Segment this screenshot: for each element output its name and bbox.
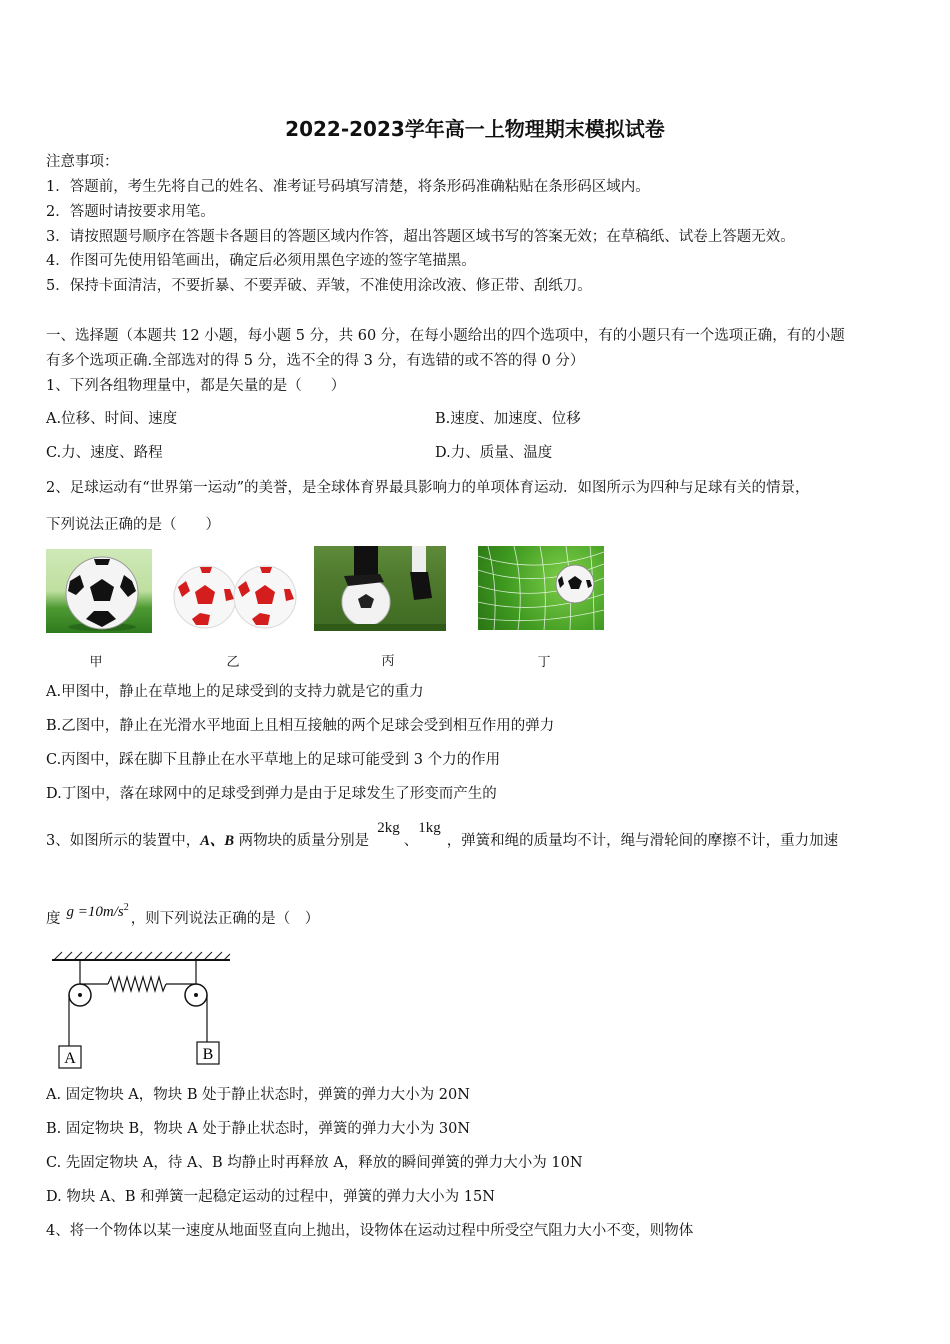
pulley-spring-diagram <box>50 950 234 1072</box>
question-2-stem: 下列说法正确的是（ ） <box>46 517 220 533</box>
q3-gravity-prefix: 度 <box>46 911 61 927</box>
question-4-stem: 4、将一个物体以某一速度从地面竖直向上抛出，设物体在运动过程中所受空气阻力大小不变，则物体 <box>46 1223 694 1239</box>
notice-item: 1．答题前，考生先将自己的姓名、准考证号码填写清楚，将条形码准确粘贴在条形码区域内。 <box>46 179 650 195</box>
q3-gravity-expression <box>67 904 129 920</box>
q3-stem-text: 两物块的质量分别是 <box>234 833 370 849</box>
question-3-stem <box>46 820 839 852</box>
q1-option-b: B.速度、加速度、位移 <box>435 411 581 427</box>
exam-title: 2022-2023学年高一上物理期末模拟试卷 <box>285 117 665 141</box>
block-b-label: B <box>202 1046 214 1063</box>
photo-jia-soccer-ball-on-grass <box>46 549 152 633</box>
q1-option-d: D.力、质量、温度 <box>435 445 553 461</box>
notice-item: 2．答题时请按要求用笔。 <box>46 204 215 220</box>
q3-option-d: D. 物块 A、B 和弹簧一起稳定运动的过程中，弹簧的弹力大小为 15N <box>46 1189 495 1205</box>
notice-item: 3．请按照题号顺序在答题卡各题目的答题区域内作答，超出答题区域书写的答案无效；在草稿纸、试卷上答题无效。 <box>46 229 795 245</box>
q3-option-c: C. 先固定物块 A，待 A、B 均静止时再释放 A，释放的瞬间弹簧的弹力大小为 10N <box>46 1155 583 1171</box>
section-instructions: 有多个选项正确.全部选对的得 5 分，选不全的得 3 分，有选错的或不答的得 0 分） <box>46 353 585 369</box>
notice-item: 4．作图可先使用铅笔画出，确定后必须用黑色字迹的签字笔描黑。 <box>46 253 476 269</box>
photo-yi-two-soccer-balls <box>172 563 298 631</box>
q2-option-c: C.丙图中，踩在脚下且静止在水平草地上的足球可能受到 3 个力的作用 <box>46 752 501 768</box>
q3-mass-b: 1kg <box>418 820 441 836</box>
spring <box>108 977 166 991</box>
question-3-gravity-line <box>46 904 319 930</box>
q3-option-a: A. 固定物块 A，物块 B 处于静止状态时，弹簧的弹力大小为 20N <box>46 1087 470 1103</box>
q3-gravity-value: g =10m/s <box>66 904 124 920</box>
question-2-stem: 2、足球运动有“世界第一运动”的美誉，是全球体育界最具影响力的单项体育运动．如图所示为四种与足球有关的情景， <box>46 480 810 496</box>
section-instructions: 一、选择题（本题共 12 小题，每小题 5 分，共 60 分，在每小题给出的四个选项中，有的小题只有一个选项正确，有的小题 <box>46 328 845 344</box>
q3-stem-text: 3、如图所示的装置中， <box>46 833 201 849</box>
notice-heading: 注意事项： <box>46 154 119 170</box>
ceiling-hatching <box>54 952 230 960</box>
q2-option-d: D.丁图中，落在球网中的足球受到弹力是由于足球发生了形变而产生的 <box>46 786 497 802</box>
q3-option-b: B. 固定物块 B，物块 A 处于静止状态时，弹簧的弹力大小为 30N <box>46 1121 471 1137</box>
q3-gravity-suffix: ，则下列说法正确的是（ ） <box>130 911 320 927</box>
caption-yi: 乙 <box>226 655 240 670</box>
q3-mass-separator: 、 <box>403 833 419 849</box>
q2-option-b: B.乙图中，静止在光滑水平地面上且相互接触的两个足球会受到相互作用的弹力 <box>46 718 555 734</box>
notice-item: 5．保持卡面清洁，不要折暴、不要弄破、弄皱，不准使用涂改液、修正带、刮纸刀。 <box>46 278 592 294</box>
question-1-stem: 1、下列各组物理量中，都是矢量的是（ ） <box>46 378 346 394</box>
q3-gravity-exponent: 2 <box>123 902 129 913</box>
q2-option-a: A.甲图中，静止在草地上的足球受到的支持力就是它的重力 <box>46 684 424 700</box>
caption-jia: 甲 <box>89 655 103 670</box>
photo-bing-foot-on-ball <box>314 546 446 631</box>
q3-stem-text: ，弹簧和绳的质量均不计，绳与滑轮间的摩擦不计，重力加速 <box>446 833 839 849</box>
q3-stem-ab: A、B <box>200 833 235 849</box>
photo-ding-ball-in-net <box>478 546 604 630</box>
caption-ding: 丁 <box>537 655 551 670</box>
q3-mass-a: 2kg <box>377 820 400 836</box>
q1-option-c: C.力、速度、路程 <box>46 445 163 461</box>
caption-bing: 丙 <box>381 654 395 669</box>
q1-option-a: A.位移、时间、速度 <box>46 411 178 427</box>
block-a-label: A <box>64 1050 76 1067</box>
